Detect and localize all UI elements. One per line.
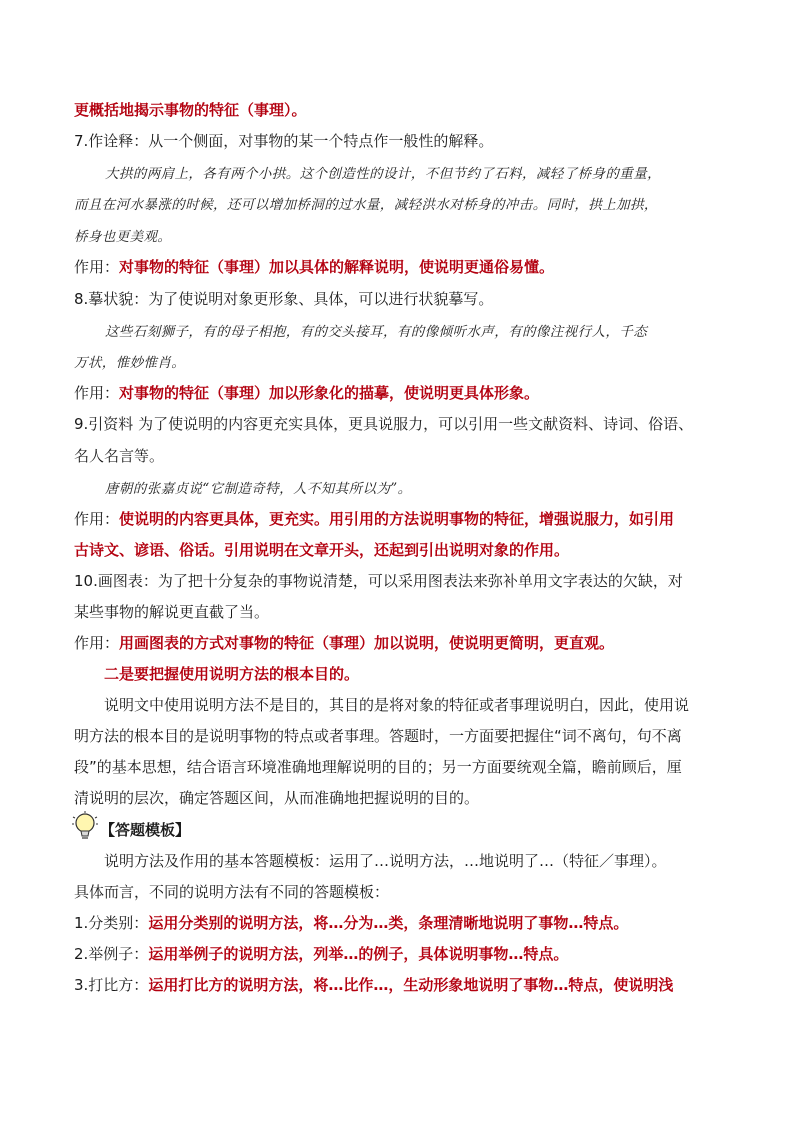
text-line [74,540,724,560]
example-text: 桥身也更美观。 [74,229,172,245]
red-text: 运用打比方的说明方法，将…比作…，生动形象地说明了事物…特点，使说明浅 [148,976,674,994]
body-text: 具体而言，不同的说明方法有不同的答题模板： [74,883,390,901]
body-text: 名人名言等。 [74,447,165,465]
text-line [74,100,724,120]
lightbulb-icon [70,810,100,842]
example-text: 而且在河水暴涨的时候，还可以增加桥洞的过水量，减轻洪水对桥身的冲击。同时，拱上加拱， [74,197,658,213]
red-text: 使说明的内容更具体，更充实。用引用的方法说明事物的特征，增强说服力，如引用 [119,510,675,528]
text-line [74,383,724,403]
text-line [74,944,724,964]
body-text: 说明方法及作用的基本答题模板：运用了…说明方法，…地说明了…（特征／事理）。 [104,852,667,870]
example-text: 大拱的两肩上，各有两个小拱。这个创造性的设计，不但节约了石料，减轻了桥身的重量， [105,166,661,182]
label-text: 作用： [74,634,120,652]
red-text: 对事物的特征（事理）加以具体的解释说明，使说明更通俗易懂。 [119,258,555,276]
text-line [74,257,724,277]
example-text: 唐朝的张嘉贞说“它制造奇特，人不知其所以为”。 [105,481,412,497]
text-line [104,695,754,715]
text-line [74,913,724,933]
item-8-heading: 8.摹状貌：为了使说明对象更形象、具体，可以进行状貌摹写。 [74,290,494,308]
label-text: 作用： [74,510,120,528]
text-line [74,633,724,653]
example-line [105,322,755,342]
text-line [74,882,724,902]
item-9-heading: 9.引资料 为了使说明的内容更充实具体，更具说服力，可以引用一些文献资料、诗词、俗语、 [74,415,694,433]
item-7-heading: 7.作诠释：从一个侧面，对事物的某一个特点作一般性的解释。 [74,132,494,150]
red-text: 运用举例子的说明方法，列举…的例子，具体说明事物…特点。 [148,945,569,963]
example-line [105,164,755,184]
text-line [74,571,724,591]
text-line [100,820,750,840]
example-line [74,195,724,215]
text-line [74,289,724,309]
example-text: 这些石刻狮子，有的母子相抱，有的交头接耳，有的像倾听水声，有的像注视行人，千态 [105,324,648,340]
section-heading: 二是要把握使用说明方法的根本目的。 [104,665,360,683]
item-10-heading: 10.画图表：为了把十分复杂的事物说清楚，可以采用图表法来弥补单用文字表达的欠缺，对 [74,572,683,590]
red-text: 运用分类别的说明方法，将…分为…类，条理清晰地说明了事物…特点。 [148,914,629,932]
label-text: 2.举例子： [74,945,149,963]
text-line [74,131,724,151]
text-line [104,664,754,684]
body-text: 清说明的层次，确定答题区间，从而准确地把握说明的目的。 [74,789,480,807]
example-line [105,479,755,499]
text-line [74,509,724,529]
red-text: 更概括地揭示事物的特征（事理）。 [74,101,307,119]
label-text: 1.分类别： [74,914,149,932]
text-line [74,975,724,995]
body-text: 段”的基本思想，结合语言环境准确地理解说明的目的；另一方面要统观全篇，瞻前顾后，厘 [74,758,682,776]
text-line [74,788,724,808]
red-text: 用画图表的方式对事物的特征（事理）加以说明，使说明更简明，更直观。 [119,634,615,652]
body-text: 某些事物的解说更直截了当。 [74,603,270,621]
red-text: 古诗文、谚语、俗话。引用说明在文章开头，还起到引出说明对象的作用。 [74,541,570,559]
red-text: 对事物的特征（事理）加以形象化的描摹，使说明更具体形象。 [119,384,540,402]
body-text: 明方法的根本目的是说明事物的特点或者事理。答题时，一方面要把握住“词不离句，句不离 [74,727,682,745]
text-line [74,414,724,434]
text-line [74,726,724,746]
body-text: 说明文中使用说明方法不是目的，其目的是将对象的特征或者事理说明白，因此，使用说 [104,696,690,714]
text-line [74,446,724,466]
template-heading: 【答题模板】 [100,821,191,839]
text-line [74,757,724,777]
label-text: 作用： [74,258,120,276]
label-text: 3.打比方： [74,976,149,994]
example-line [74,227,724,247]
example-line [74,353,724,373]
text-line [104,851,754,871]
example-text: 万状，惟妙惟肖。 [74,355,186,371]
text-line [74,602,724,622]
label-text: 作用： [74,384,120,402]
